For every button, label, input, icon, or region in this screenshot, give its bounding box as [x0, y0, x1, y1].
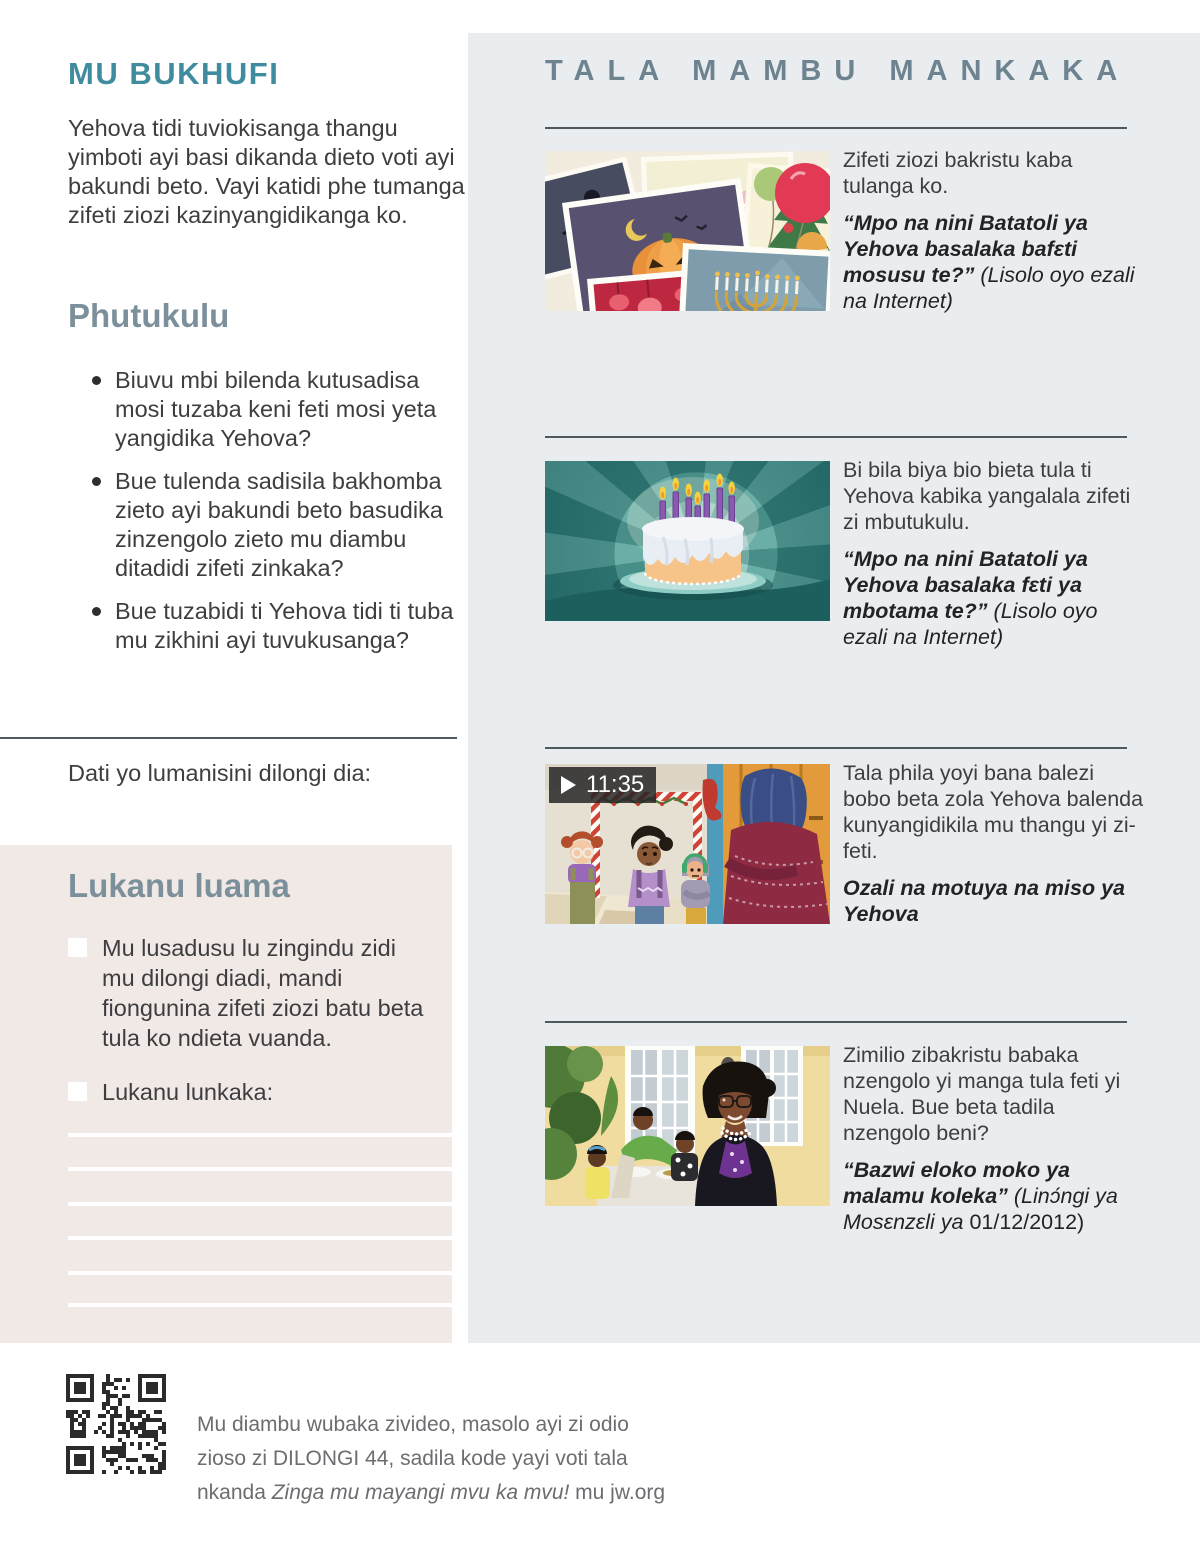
review-question: Bue tuzabidi ti Yehova tidi ti tuba mu zikhini ayi tuvukusanga?	[68, 597, 472, 655]
goal-checkbox[interactable]	[68, 1082, 87, 1101]
thumb-birthday-cake[interactable]	[545, 461, 830, 621]
divider	[545, 436, 1127, 438]
see-also-panel	[468, 33, 1200, 1343]
bullet-icon	[92, 477, 101, 486]
qr-code-svg	[66, 1374, 166, 1474]
review-question: Biuvu mbi bilenda kutusadisa mosi tuzaba keni feti mosi yeta yangidika Yehova?	[68, 366, 472, 453]
goal-item	[68, 933, 428, 1053]
divider	[545, 747, 1127, 749]
media-item-text	[843, 1042, 1145, 1235]
overview-title: MU BUKHUFI	[68, 56, 280, 91]
goal-prompt: Dati yo lumanisini dilongi dia:	[68, 760, 372, 786]
overview-paragraph: Yehova tidi tuviokisanga thangu yimboti ayi basi dikanda dieto voti ayi bakundi beto. Vayi katidi phe tumanga zifeti ziozi kazinyangidikanga ko.	[68, 115, 465, 228]
item-quote-line: “Bazwi eloko moko ya malamu koleka” (Linɔ́ngi ya Mosɛnzɛli ya 01/12/2012)	[843, 1158, 1118, 1234]
panel-header: TALA MAMBU MANKAKA	[545, 55, 1131, 87]
goal-item-text: Mu lusadusu lu zingindu zidi mu dilongi diadi, mandi fiongunina zifeti ziozi batu beta tula ko ndieta vuanda.	[102, 935, 424, 1051]
item-desc: Zimilio zibakristu babaka nzengolo yi manga tula feti yi Nuela. Bue beta tadila nzengolo beni?	[843, 1043, 1121, 1145]
media-item-text	[843, 147, 1145, 314]
item-desc: Bi bila biya bio bieta tula ti Yehova kabika yangalala zifeti zi mbutukulu.	[843, 458, 1131, 534]
girl-background	[585, 1145, 610, 1199]
goal-item-label: Lukanu lunkaka:	[102, 1079, 274, 1105]
write-in-line[interactable]	[68, 1133, 452, 1137]
write-in-line[interactable]	[68, 1167, 452, 1171]
thumb-holiday-cards-collage[interactable]	[545, 151, 830, 311]
thumb-video-children[interactable]	[545, 764, 830, 924]
play-icon	[561, 776, 576, 794]
review-title: Phutukulu	[68, 297, 230, 334]
bullet-icon	[92, 376, 101, 385]
divider	[545, 1021, 1127, 1023]
thumb-family-gathering[interactable]	[545, 1046, 830, 1206]
video-duration-badge	[549, 767, 656, 803]
item-quote-line: Ozali na motuya na miso ya Yehova	[843, 876, 1125, 926]
divider	[0, 737, 457, 739]
write-in-line[interactable]	[68, 1202, 452, 1206]
item-quote-line: “Mpo na nini Batatoli ya Yehova basalaka fɛti ya mbotama te?” (Lisolo oyo ezali na Internet)	[843, 547, 1098, 649]
item-quote-line: “Mpo na nini Batatoli ya Yehova basalaka bafɛti mosusu te?” (Lisolo oyo ezali na Internet)	[843, 211, 1135, 313]
write-in-line[interactable]	[68, 1271, 452, 1275]
bullet-icon	[92, 607, 101, 616]
review-question-list	[68, 366, 472, 669]
media-item-text	[843, 457, 1145, 650]
divider	[545, 127, 1127, 129]
write-in-line[interactable]	[68, 1303, 452, 1307]
media-item-text	[843, 760, 1145, 927]
review-question: Bue tulenda sadisila bakhomba zieto ayi bakundi beto basudika zinzengolo zieto mu diambu ditadidi zifeti zinkaka?	[68, 467, 472, 583]
footer-note: Mu diambu wubaka zivideo, masolo ayi zi odio zioso zi DILONGI 44, sadila kode yayi voti tala nkanda Zinga mu mayangi mvu ka mvu! mu jw.org	[197, 1413, 666, 1504]
item-desc: Zifeti ziozi bakristu kaba tulanga ko.	[843, 148, 1073, 198]
write-in-line[interactable]	[68, 1236, 452, 1240]
goal-item	[68, 1077, 428, 1107]
goal-box	[0, 845, 452, 1343]
qr-code	[66, 1374, 166, 1474]
video-duration: 11:35	[586, 771, 645, 798]
goal-checkbox[interactable]	[68, 938, 87, 957]
goal-box-title: Lukanu luama	[68, 867, 290, 904]
item-desc: Tala phila yoyi bana balezi bobo beta zola Yehova balenda kunyangidikila mu thangu yi zifeti.	[843, 761, 1144, 863]
